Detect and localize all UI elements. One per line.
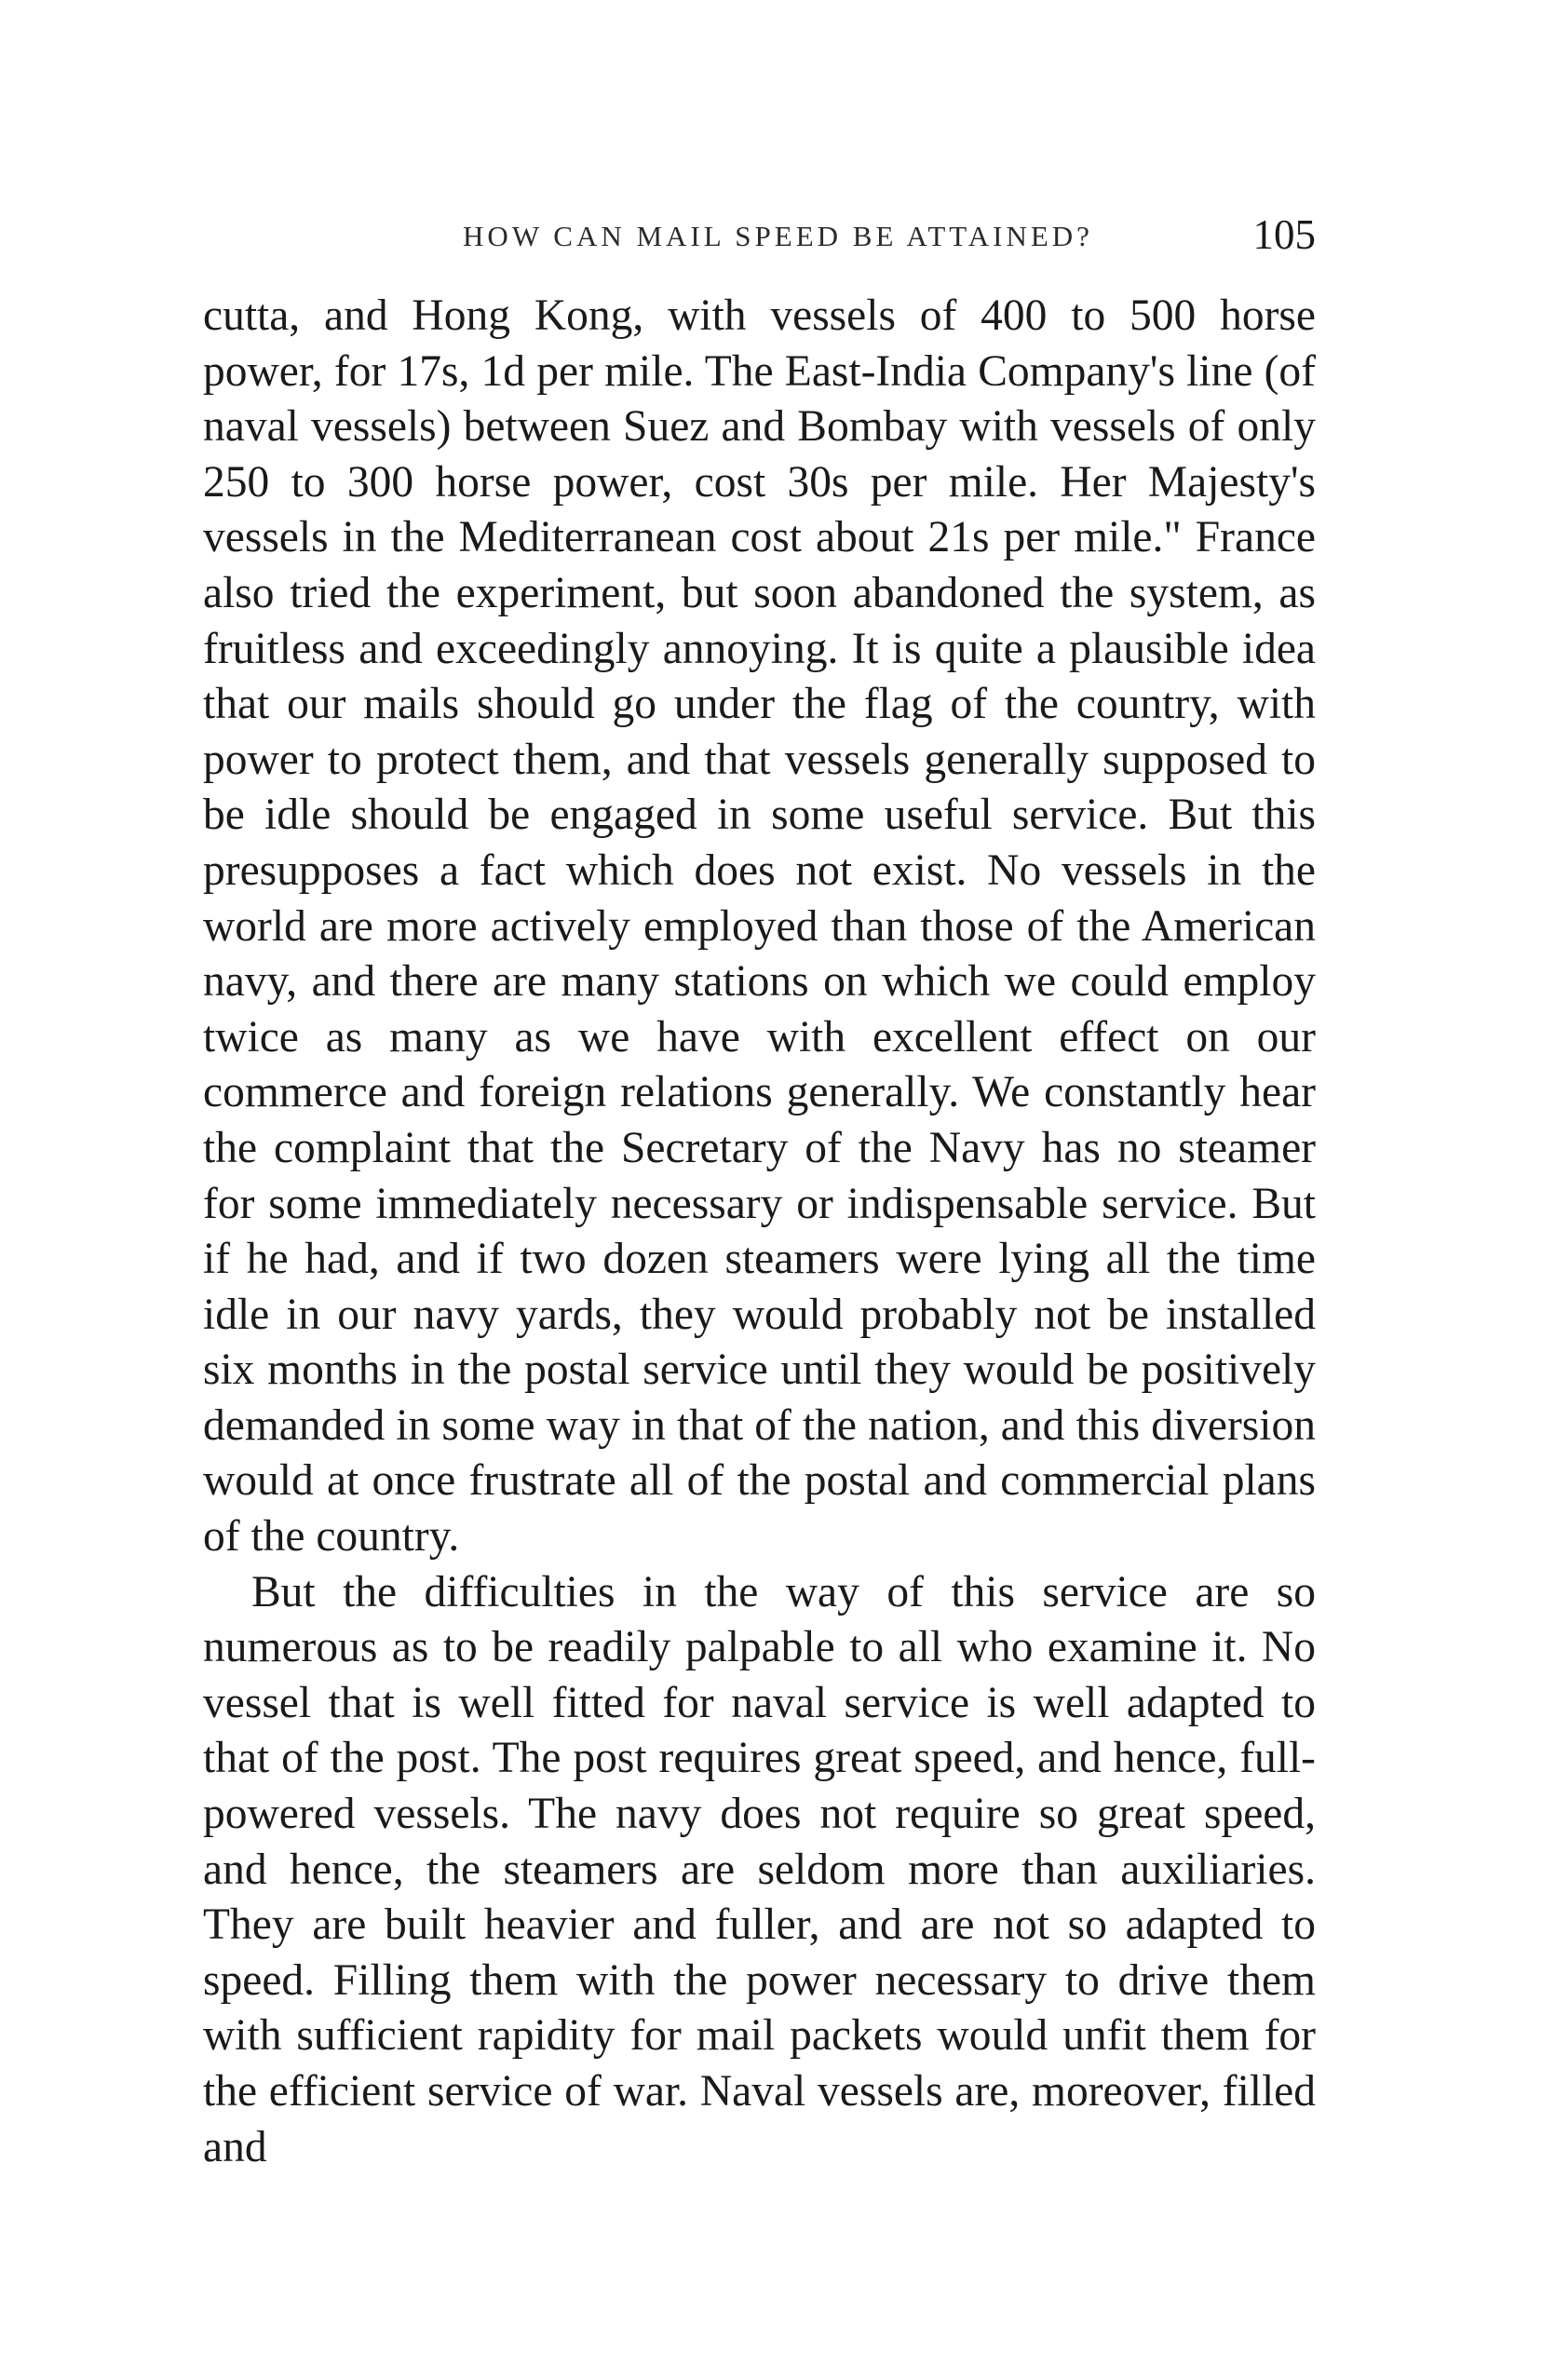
paragraph-2: But the difficulties in the way of this service are so numerous as to be readily palpable to all who examine it. No vessel that is well fitted for naval service is well adapted to that of the post. The post requires great speed, and hence, full-powered vessels. The navy does not require so great speed, and hence, the steamers are seldom more than auxiliaries. They are built heavier and fuller, and are not so adapted to speed. Filling them with the power necessary to drive them with sufficient rapidity for mail packets would unfit them for the efficient service of war. Naval vessels are, moreover, filled and [203,1567,1316,2171]
paragraph-1: cutta, and Hong Kong, with vessels of 400 to 500 horse power, for 17s, 1d per mile. The East-India Company's line (of naval vessels) between Suez and Bombay with vessels of only 250 to 300 horse power, cost 30s per mile. Her Majesty's vessels in the Mediterranean cost about 21s per mile." France also tried the experiment, but soon abandoned the system, as fruitless and exceedingly annoying. It is quite a plausible idea that our mails should go under the flag of the country, with power to protect them, and that vessels generally supposed to be idle should be engaged in some useful service. But this presupposes a fact which does not exist. No vessels in the world are more actively employed than those of the American navy, and there are many stations on which we could employ twice as many as we have with excellent effect on our commerce and foreign relations generally. We constantly hear the complaint that the Secretary of the Navy has no steamer for some immediately necessary or indispensable service. But if he had, and if two dozen steamers were lying all the time idle in our navy yards, they would probably not be installed six months in the postal service until they would be positively demanded in some way in that of the nation, and this diversion would at once frustrate all of the postal and commercial plans of the country. [203,291,1316,1562]
page-number: 105 [1252,211,1316,258]
body-text [203,289,1316,2175]
running-head [203,203,1316,259]
running-title: HOW CAN MAIL SPEED BE ATTAINED? [463,220,1093,252]
